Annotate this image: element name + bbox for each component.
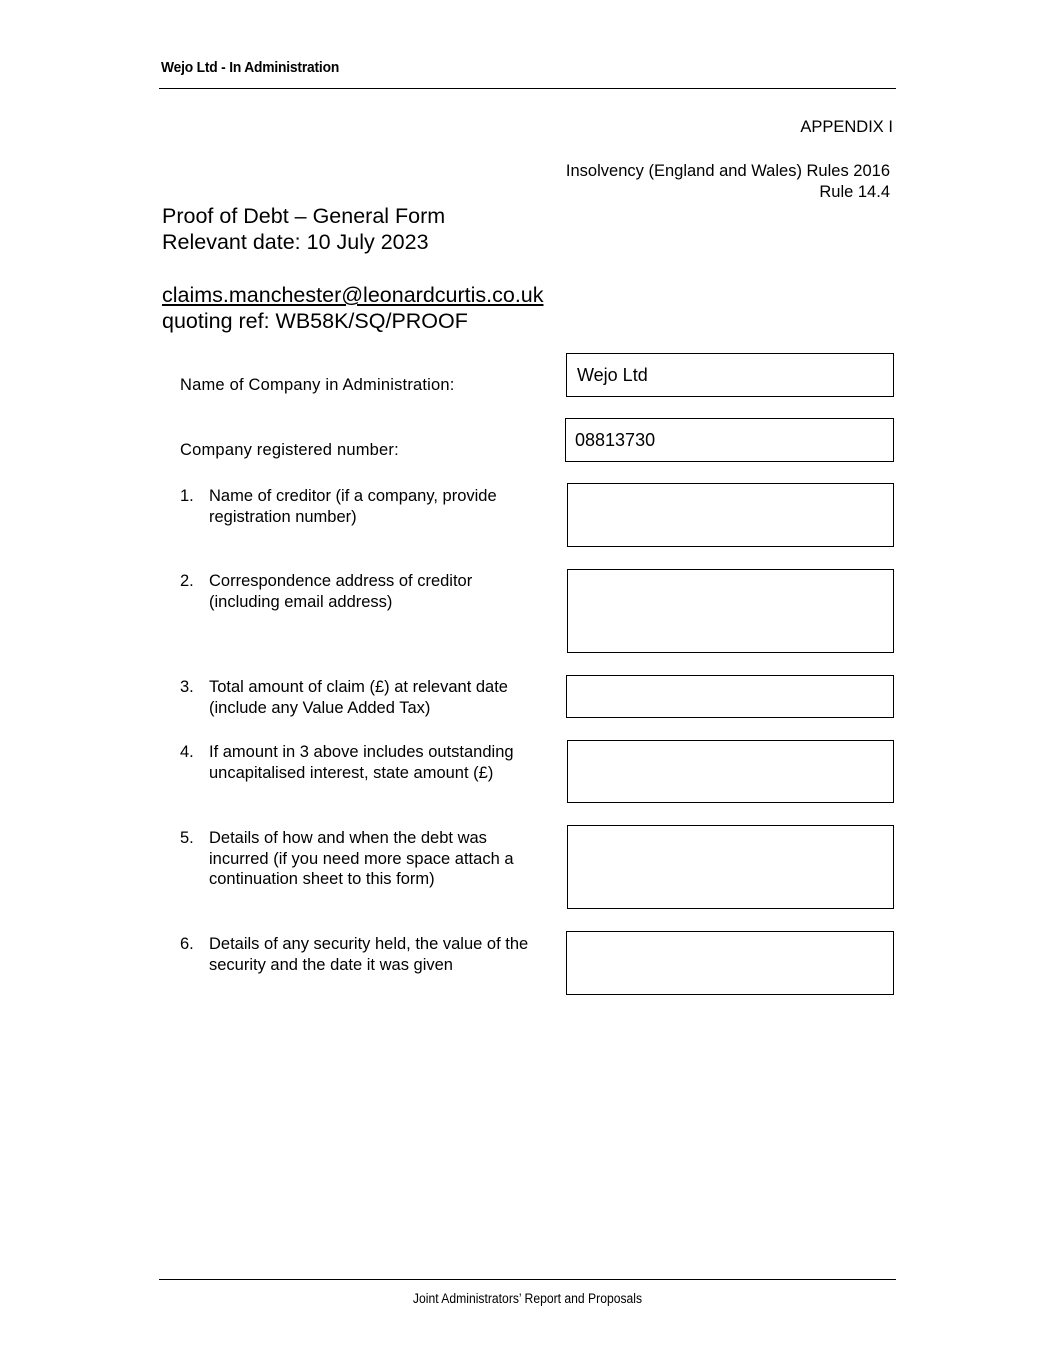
- form-title: Proof of Debt – General Form: [162, 204, 446, 228]
- company-name-value: Wejo Ltd: [577, 365, 648, 385]
- rules-reference-act: Insolvency (England and Wales) Rules 2016: [565, 162, 890, 180]
- question-text: Details of how and when the debt was incurred (if you need more space attach a continuation sheet to this form): [209, 829, 514, 888]
- security-details-field[interactable]: [566, 931, 894, 995]
- question-text: If amount in 3 above includes outstanding uncapitalised interest, state amount (£): [209, 743, 514, 782]
- question-text: Details of any security held, the value of the security and the date it was given: [209, 935, 529, 974]
- company-name-label: Name of Company in Administration:: [180, 376, 455, 394]
- document-header-title: Wejo Ltd - In Administration: [161, 59, 340, 76]
- interest-amount-field[interactable]: [567, 740, 894, 803]
- question-text: Correspondence address of creditor (including email address): [209, 572, 473, 611]
- debt-details-field[interactable]: [567, 825, 894, 909]
- question-number: 1.: [180, 487, 194, 505]
- question-number: 5.: [180, 829, 194, 847]
- creditor-name-field[interactable]: [567, 483, 894, 547]
- footer-divider: [159, 1279, 896, 1280]
- creditor-address-field[interactable]: [567, 569, 894, 653]
- company-name-field[interactable]: [566, 353, 894, 397]
- question-number: 4.: [180, 743, 194, 761]
- question-number: 3.: [180, 678, 194, 696]
- question-text: Name of creditor (if a company, provide registration number): [209, 487, 497, 526]
- quoting-reference: quoting ref: WB58K/SQ/PROOF: [162, 309, 468, 333]
- claim-amount-field[interactable]: [566, 675, 894, 718]
- rules-reference-rule: Rule 14.4: [819, 183, 890, 201]
- form-heading: [162, 203, 445, 255]
- contact-block: [162, 282, 544, 334]
- company-number-label: Company registered number:: [180, 441, 399, 459]
- question-number: 2.: [180, 572, 194, 590]
- appendix-label: APPENDIX I: [800, 118, 893, 136]
- header-divider: [159, 88, 896, 89]
- footer-text: Joint Administrators’ Report and Proposals: [412, 1291, 643, 1306]
- question-number: 6.: [180, 935, 194, 953]
- question-text: Total amount of claim (£) at relevant date (include any Value Added Tax): [209, 678, 508, 717]
- claims-email-link[interactable]: claims.manchester@leonardcurtis.co.uk: [162, 283, 544, 307]
- rules-reference: [566, 161, 890, 203]
- company-number-value: 08813730: [575, 430, 656, 450]
- company-number-field[interactable]: [565, 418, 894, 462]
- relevant-date: Relevant date: 10 July 2023: [162, 230, 429, 254]
